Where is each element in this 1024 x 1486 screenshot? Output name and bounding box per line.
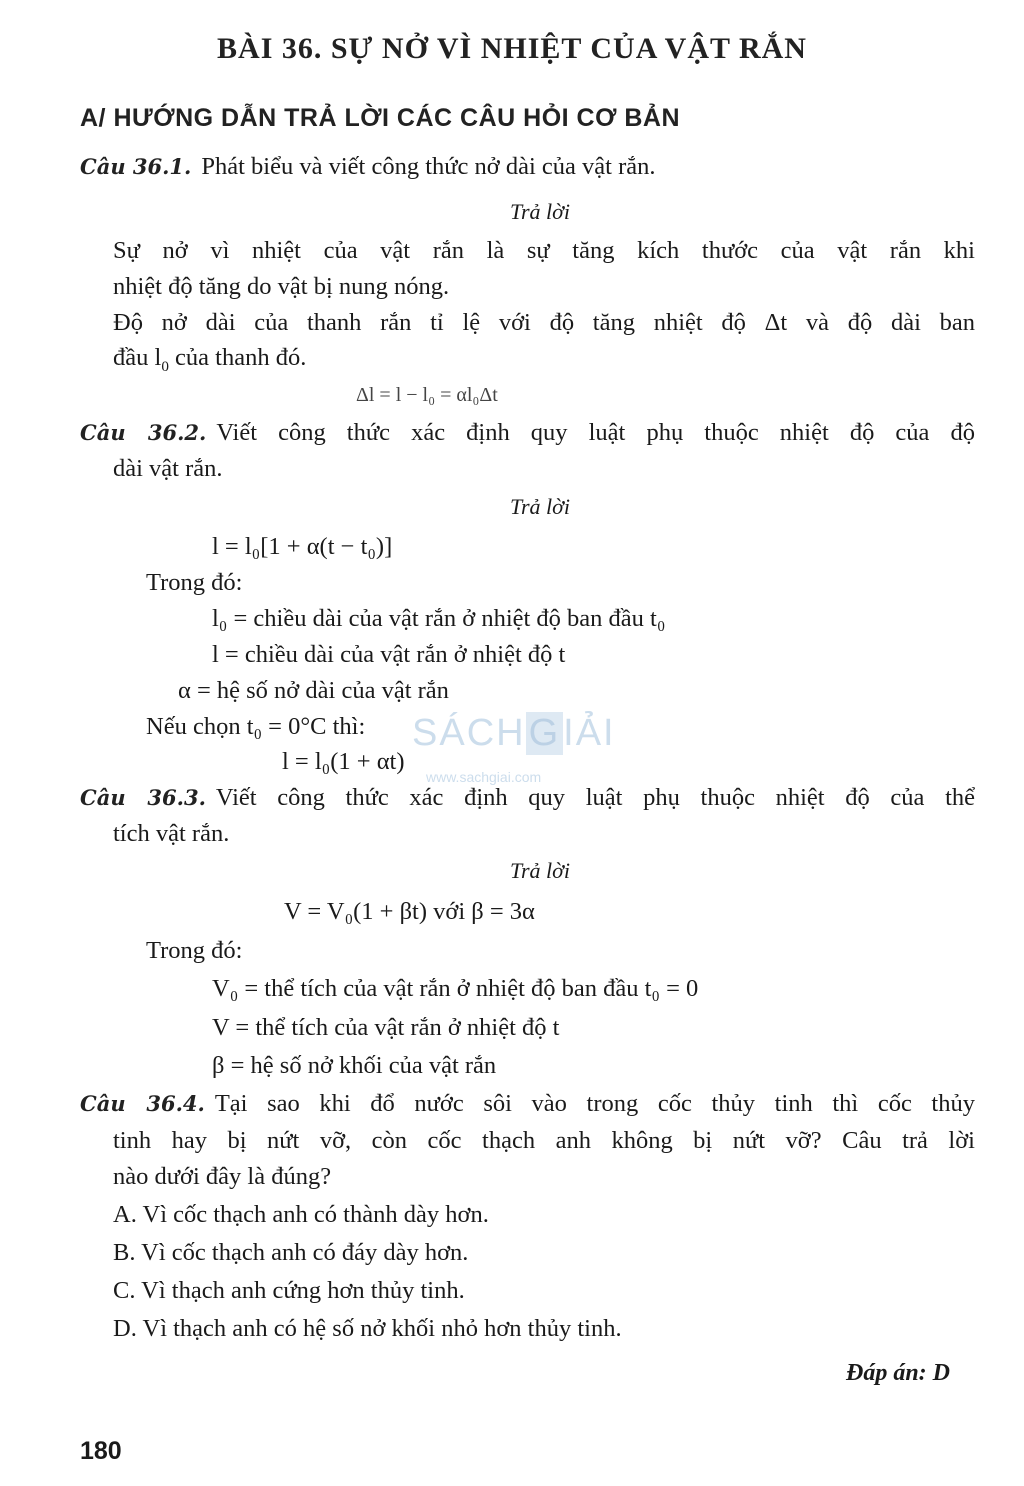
option-c: C. Vì thạch anh cứng hơn thủy tinh. [113, 1277, 465, 1304]
question-label: Câu 36.2. [80, 420, 207, 445]
answer-text: Sự nở vì nhiệt của vật rắn là sự tăng kích thước của vật rắn khi [113, 237, 975, 264]
watermark-logo [412, 712, 622, 792]
question-36-3 [80, 783, 975, 813]
definition: V₀ = thể tích của vật rắn ở nhiệt độ ban đầu t₀ = 0 [212, 975, 699, 1002]
definition: β = hệ số nở khối của vật rắn [212, 1052, 497, 1079]
definition: l = chiều dài của vật rắn ở nhiệt độ t [212, 641, 566, 668]
watermark-url: www.sachgiai.com [426, 769, 542, 785]
question-text: tinh hay bị nứt vỡ, còn cốc thạch anh không bị nứt vỡ? Câu trả lời [113, 1127, 975, 1154]
question-text: nào dưới đây là đúng? [113, 1163, 332, 1190]
question-36-2 [80, 418, 975, 448]
definition: α = hệ số nở dài của vật rắn [178, 677, 449, 704]
question-text: Tại sao khi đổ nước sôi vào trong cốc thủy tinh thì cốc thủy [214, 1090, 975, 1117]
answer-heading: Trả lời [509, 199, 571, 224]
page-number: 180 [80, 1437, 122, 1465]
final-answer: Đáp án: D [846, 1360, 951, 1386]
section-heading: A/ HƯỚNG DẪN TRẢ LỜI CÁC CÂU HỎI CƠ BẢN [80, 104, 681, 132]
option-b: B. Vì cốc thạch anh có đáy dày hơn. [113, 1239, 469, 1266]
option-d: D. Vì thạch anh có hệ số nở khối nhỏ hơn thủy tinh. [113, 1315, 622, 1342]
condition-line: Nếu chọn t₀ = 0°C thì: [146, 713, 366, 740]
answer-text: Độ nở dài của thanh rắn tỉ lệ với độ tăng nhiệt độ Δt và độ dài ban [113, 309, 975, 336]
watermark-brand: SÁCHGIẢI [412, 712, 616, 754]
question-36-4 [80, 1089, 975, 1119]
question-label: Câu 36.4. [80, 1091, 205, 1116]
question-text: Phát biểu và viết công thức nở dài của vật rắn. [201, 153, 656, 180]
question-label: Câu 36.1. [80, 154, 192, 179]
formula-length: l = l₀[1 + α(t − t₀)] [212, 533, 393, 560]
question-text: Viết công thức xác định quy luật phụ thuộc nhiệt độ của thể [215, 784, 976, 811]
question-text: dài vật rắn. [113, 455, 223, 482]
answer-text: nhiệt độ tăng do vật bị nung nóng. [113, 273, 450, 300]
question-text: tích vật rắn. [113, 820, 230, 847]
lesson-title: BÀI 36. SỰ NỞ VÌ NHIỆT CỦA VẬT RẮN [217, 32, 807, 65]
option-a: A. Vì cốc thạch anh có thành dày hơn. [113, 1201, 489, 1228]
answer-heading: Trả lời [509, 494, 571, 519]
answer-text: đầu $l_0$ của thanh đó. [113, 344, 307, 375]
formula-linear-expansion: Δl = l − l₀ = αl₀Δt [356, 384, 498, 406]
answer-heading: Trả lời [509, 858, 571, 883]
definition: l₀ = chiều dài của vật rắn ở nhiệt độ ban đầu t₀ [212, 605, 666, 632]
definition: V = thể tích của vật rắn ở nhiệt độ t [212, 1014, 560, 1041]
formula-length-simplified: l = l₀(1 + αt) [282, 748, 405, 775]
question-text: Viết công thức xác định quy luật phụ thuộc nhiệt độ của độ [216, 419, 975, 446]
formula-volume: V = V₀(1 + βt) với β = 3α [284, 898, 535, 925]
where-label: Trong đó: [146, 937, 243, 964]
question-36-1 [80, 152, 656, 182]
where-label: Trong đó: [146, 569, 243, 596]
question-label: Câu 36.3. [80, 785, 206, 810]
